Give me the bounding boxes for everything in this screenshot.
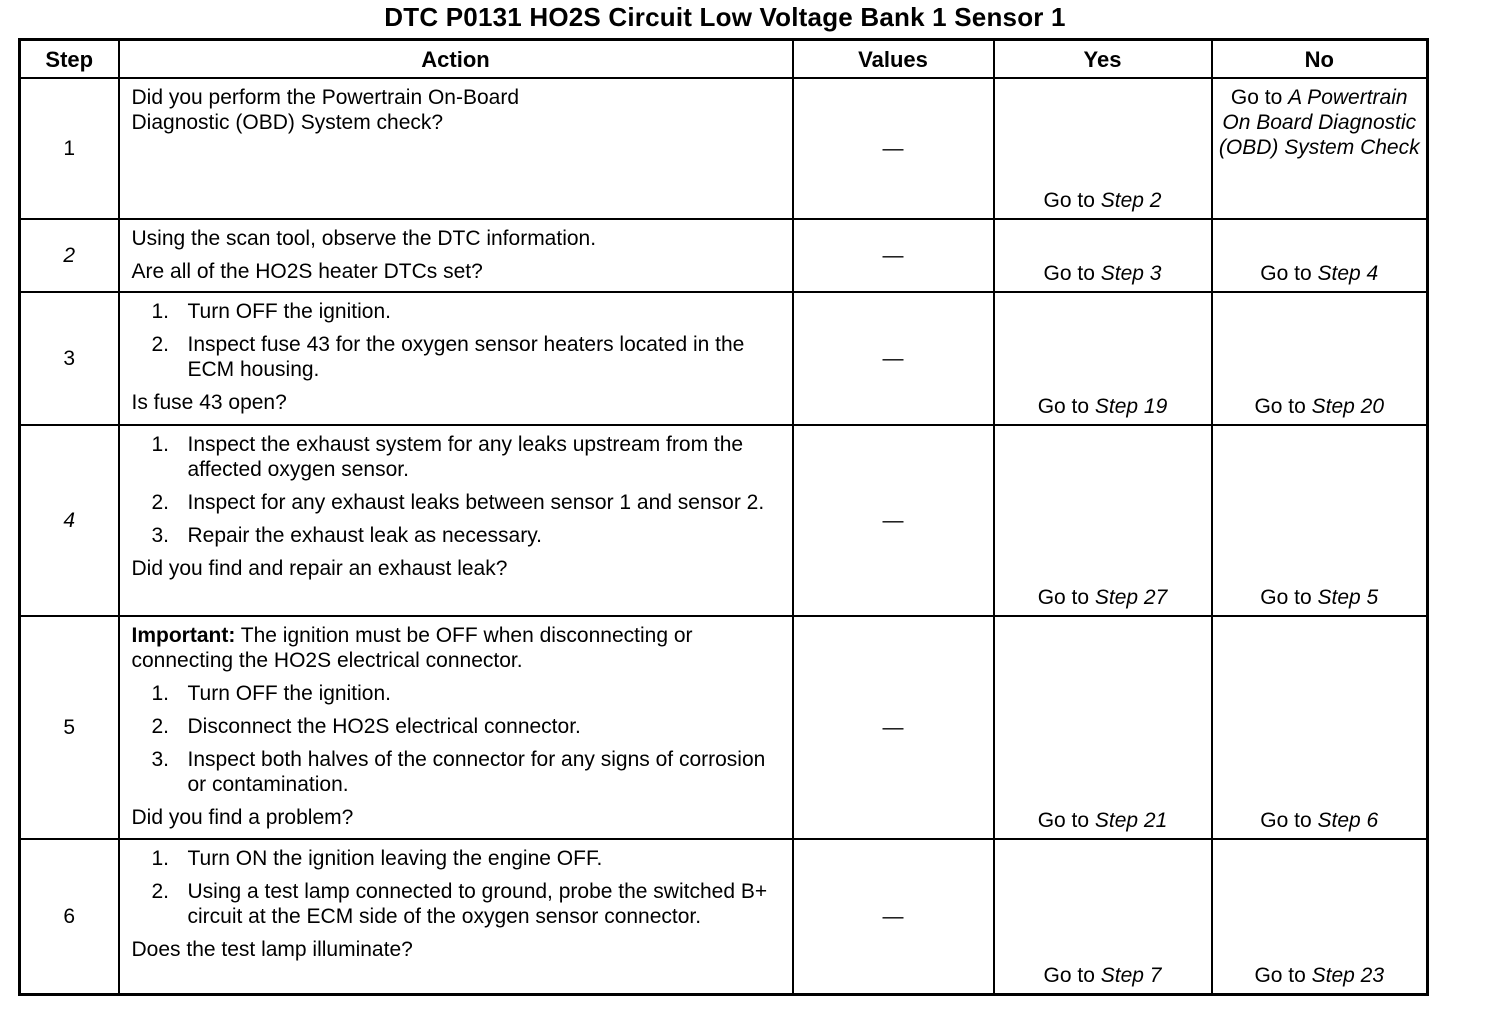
- list-item-text: Inspect fuse 43 for the oxygen sensor heaters located in the ECM housing.: [187, 333, 745, 381]
- important-label: Important:: [131, 624, 236, 647]
- header-no: No: [1212, 40, 1428, 79]
- list-item-number: 3.: [151, 748, 170, 771]
- values-cell: —: [793, 292, 994, 425]
- step-number: 6: [20, 839, 119, 994]
- list-item-text: Inspect both halves of the connector for any signs of corrosion or contamination.: [187, 748, 766, 796]
- no-cell: [1212, 425, 1428, 616]
- go-to-label: Go to: [1037, 395, 1095, 418]
- no-cell: [1212, 219, 1428, 292]
- no-cell: [1212, 616, 1428, 839]
- list-item-number: 1.: [151, 433, 170, 456]
- go-to-step-link[interactable]: Step 6: [1317, 809, 1379, 832]
- go-to-label: Go to: [1037, 809, 1095, 832]
- list-item-number: 2.: [151, 333, 170, 356]
- action-steps-list: [132, 432, 784, 548]
- go-to-step-link[interactable]: Step 23: [1311, 963, 1385, 987]
- go-to-label: Go to: [1037, 586, 1095, 609]
- table-row: [20, 219, 1428, 292]
- go-to-label: Go to: [1260, 809, 1318, 832]
- no-cell: [1212, 839, 1428, 994]
- action-question: Did you perform the Powertrain On-Board Diagnostic (OBD) System check?: [131, 86, 520, 134]
- go-to-label: Go to: [1260, 586, 1318, 609]
- action-instruction: Using the scan tool, observe the DTC information.: [131, 227, 597, 250]
- header-step: Step: [20, 40, 119, 79]
- go-to-label: Go to: [1260, 262, 1318, 285]
- yes-cell: [994, 78, 1212, 219]
- values-cell: —: [793, 78, 994, 219]
- list-item: [132, 681, 784, 706]
- yes-cell: [994, 292, 1212, 425]
- list-item: [132, 332, 784, 382]
- list-item-number: 2.: [151, 880, 170, 903]
- list-item-number: 1.: [151, 847, 170, 870]
- header-row: [20, 40, 1428, 79]
- go-to-step-link[interactable]: Step 7: [1100, 963, 1162, 987]
- list-item-text: Turn OFF the ignition.: [187, 682, 391, 705]
- important-text: The ignition must be OFF when disconnecting or connecting the HO2S electrical connector.: [131, 624, 693, 672]
- list-item: [132, 490, 784, 515]
- step-number: 2: [20, 219, 119, 292]
- list-item: [132, 432, 784, 482]
- diagnostic-table: [18, 38, 1429, 996]
- go-to-step-link[interactable]: Step 20: [1311, 395, 1385, 418]
- action-question: Is fuse 43 open?: [131, 391, 287, 414]
- list-item: [132, 523, 784, 548]
- list-item-number: 3.: [151, 524, 170, 547]
- list-item: [132, 879, 784, 929]
- action-question: Did you find a problem?: [131, 806, 354, 829]
- page-title: DTC P0131 HO2S Circuit Low Voltage Bank 1 Sensor 1: [384, 2, 1066, 32]
- step-number: 4: [20, 425, 119, 616]
- go-to-label: Go to: [1230, 86, 1289, 109]
- list-item: [132, 714, 784, 739]
- step-number: 5: [20, 616, 119, 839]
- important-note: [132, 623, 784, 673]
- list-item-text: Disconnect the HO2S electrical connector.: [187, 715, 581, 738]
- list-item-number: 1.: [151, 300, 170, 323]
- table-row: [20, 425, 1428, 616]
- table-row: [20, 78, 1428, 219]
- list-item-text: Repair the exhaust leak as necessary.: [187, 524, 542, 547]
- action-steps-list: [132, 846, 784, 929]
- go-to-label: Go to: [1043, 189, 1101, 212]
- action-steps-list: [132, 681, 784, 797]
- go-to-step-link[interactable]: A Powertrain On Board Diagnostic (OBD) System Check: [1218, 86, 1420, 159]
- list-item-text: Turn OFF the ignition.: [187, 300, 391, 323]
- go-to-step-link[interactable]: Step 3: [1100, 262, 1162, 285]
- list-item: [132, 846, 784, 871]
- header-values: Values: [793, 40, 994, 79]
- action-cell: [119, 839, 793, 994]
- action-cell: [119, 616, 793, 839]
- action-cell: [119, 425, 793, 616]
- header-yes: Yes: [994, 40, 1212, 79]
- go-to-label: Go to: [1043, 262, 1101, 285]
- list-item-text: Inspect for any exhaust leaks between sensor 1 and sensor 2.: [187, 491, 765, 514]
- table-row: [20, 292, 1428, 425]
- go-to-step-link[interactable]: Step 21: [1094, 809, 1168, 832]
- action-question: Does the test lamp illuminate?: [131, 938, 413, 961]
- step-number: 3: [20, 292, 119, 425]
- list-item-number: 2.: [151, 715, 170, 738]
- yes-cell: [994, 425, 1212, 616]
- list-item-text: Turn ON the ignition leaving the engine OFF.: [187, 847, 603, 870]
- go-to-step-link[interactable]: Step 27: [1094, 586, 1168, 609]
- yes-cell: [994, 616, 1212, 839]
- yes-cell: [994, 839, 1212, 994]
- no-cell: [1212, 78, 1428, 219]
- action-steps-list: [132, 299, 784, 382]
- values-cell: —: [793, 425, 994, 616]
- go-to-step-link[interactable]: Step 19: [1094, 395, 1168, 418]
- action-question: Are all of the HO2S heater DTCs set?: [131, 260, 483, 283]
- list-item: [132, 747, 784, 797]
- go-to-step-link[interactable]: Step 4: [1317, 262, 1379, 285]
- list-item-number: 1.: [151, 682, 170, 705]
- action-cell: [119, 219, 793, 292]
- list-item-text: Inspect the exhaust system for any leaks upstream from the affected oxygen sensor.: [187, 433, 744, 481]
- go-to-label: Go to: [1254, 395, 1312, 418]
- no-cell: [1212, 292, 1428, 425]
- values-cell: —: [793, 219, 994, 292]
- header-action: Action: [119, 40, 793, 79]
- values-cell: —: [793, 616, 994, 839]
- table-row: [20, 616, 1428, 839]
- step-number: 1: [20, 78, 119, 219]
- list-item-text: Using a test lamp connected to ground, probe the switched B+ circuit at the ECM side of the oxygen sensor connector.: [187, 880, 768, 928]
- yes-cell: [994, 219, 1212, 292]
- list-item: [132, 299, 784, 324]
- list-item-number: 2.: [151, 491, 170, 514]
- values-cell: —: [793, 839, 994, 994]
- action-question: Did you find and repair an exhaust leak?: [131, 557, 508, 580]
- action-cell: [119, 78, 793, 219]
- go-to-label: Go to: [1254, 963, 1312, 987]
- go-to-step-link[interactable]: Step 5: [1317, 586, 1379, 609]
- table-row: [20, 839, 1428, 994]
- go-to-label: Go to: [1043, 963, 1101, 987]
- action-cell: [119, 292, 793, 425]
- go-to-step-link[interactable]: Step 2: [1100, 189, 1162, 212]
